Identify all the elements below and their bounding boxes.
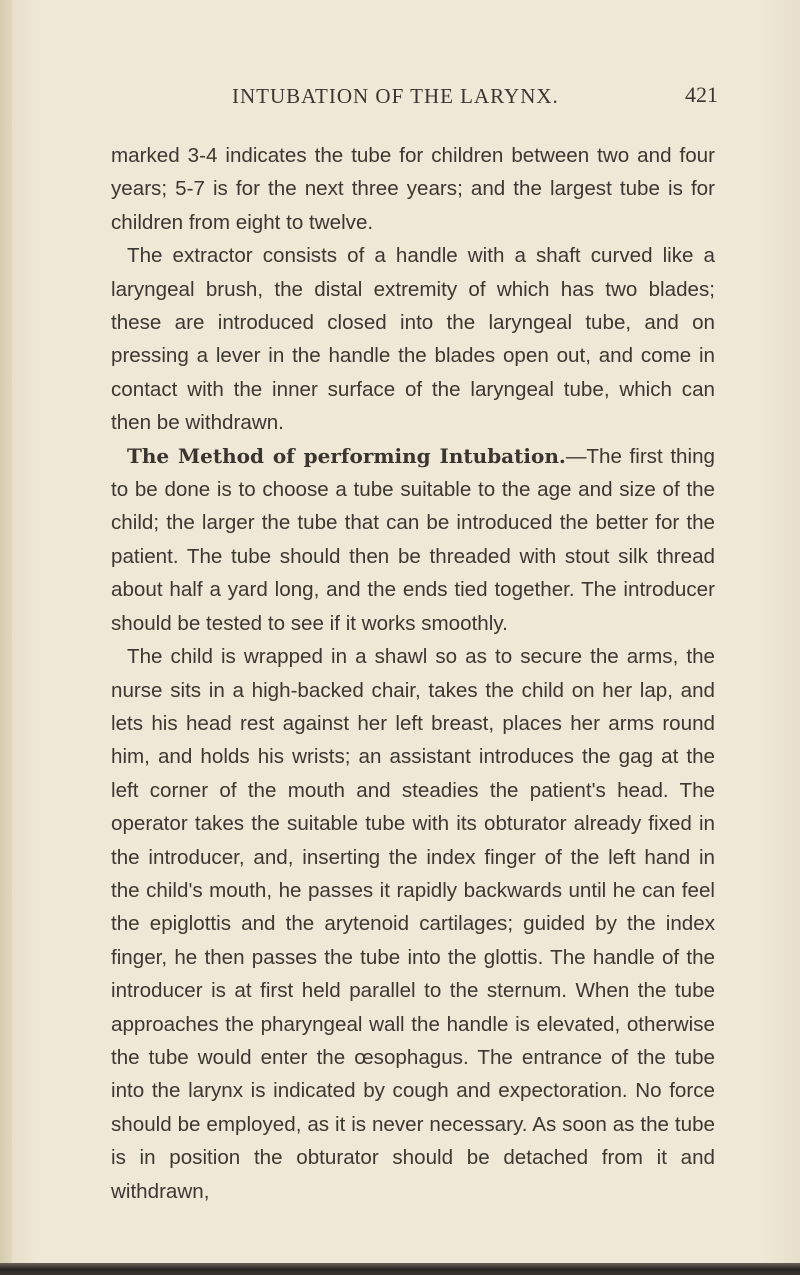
paragraph-procedure: The child is wrapped in a shawl so as to secure the arms, the nurse sits in a high-backed chair, takes the child on her lap, and lets his head rest against her left breast, places her arms round him, and holds his wrists; an assistant introduces the gag at the left corner of the mouth and steadies the patient's head. The operator takes the suitable tube with its obturator already fixed in the introducer, and, inserting the index finger of the left hand in the child's mouth, he passes it rapidly backwards until he can feel the epiglottis and the arytenoid cartilages; guided by the index finger, he then passes the tube into the glottis. The handle of the introducer is at first held parallel to the sternum. When the tube approaches the pharyngeal wall the handle is elevated, otherwise the tube would enter the œsophagus. The entrance of the tube into the larynx is indicated by cough and expectoration. No force should be employed, as it is never necessary. As soon as the tube is in position the obturator should be detached from it and withdrawn, <box>111 645 715 1203</box>
section-heading: The Method of performing Intubation. <box>127 443 566 468</box>
paragraph-method-text: —The first thing to be done is to choose a tube suitable to the age and size of the child; the larger the tube that can be introduced the better for the patient. The tube should then be threaded with stout silk thread about half a yard long, and the ends tied together. The introducer should be tested to see if it works smoothly. <box>111 444 715 635</box>
paragraph-method <box>111 440 715 640</box>
paragraph-tube-sizes: marked 3-4 indicates the tube for children between two and four years; 5-7 is for the next three years; and the largest tube is for children from eight to twelve. <box>111 144 715 234</box>
page-gutter <box>0 0 12 1275</box>
paragraph-extractor: The extractor consists of a handle with a shaft curved like a laryngeal brush, the distal extremity of which has two blades; these are introduced closed into the laryngeal tube, and on pressing a lever in the handle the blades open out, and come in contact with the inner surface of the laryngeal tube, which can then be withdrawn. <box>111 244 715 435</box>
running-title: INTUBATION OF THE LARYNX. <box>232 84 559 108</box>
page-header <box>110 82 718 114</box>
body-text <box>111 139 715 1208</box>
page-bottom-edge <box>0 1263 800 1275</box>
page-number: 421 <box>685 82 718 107</box>
